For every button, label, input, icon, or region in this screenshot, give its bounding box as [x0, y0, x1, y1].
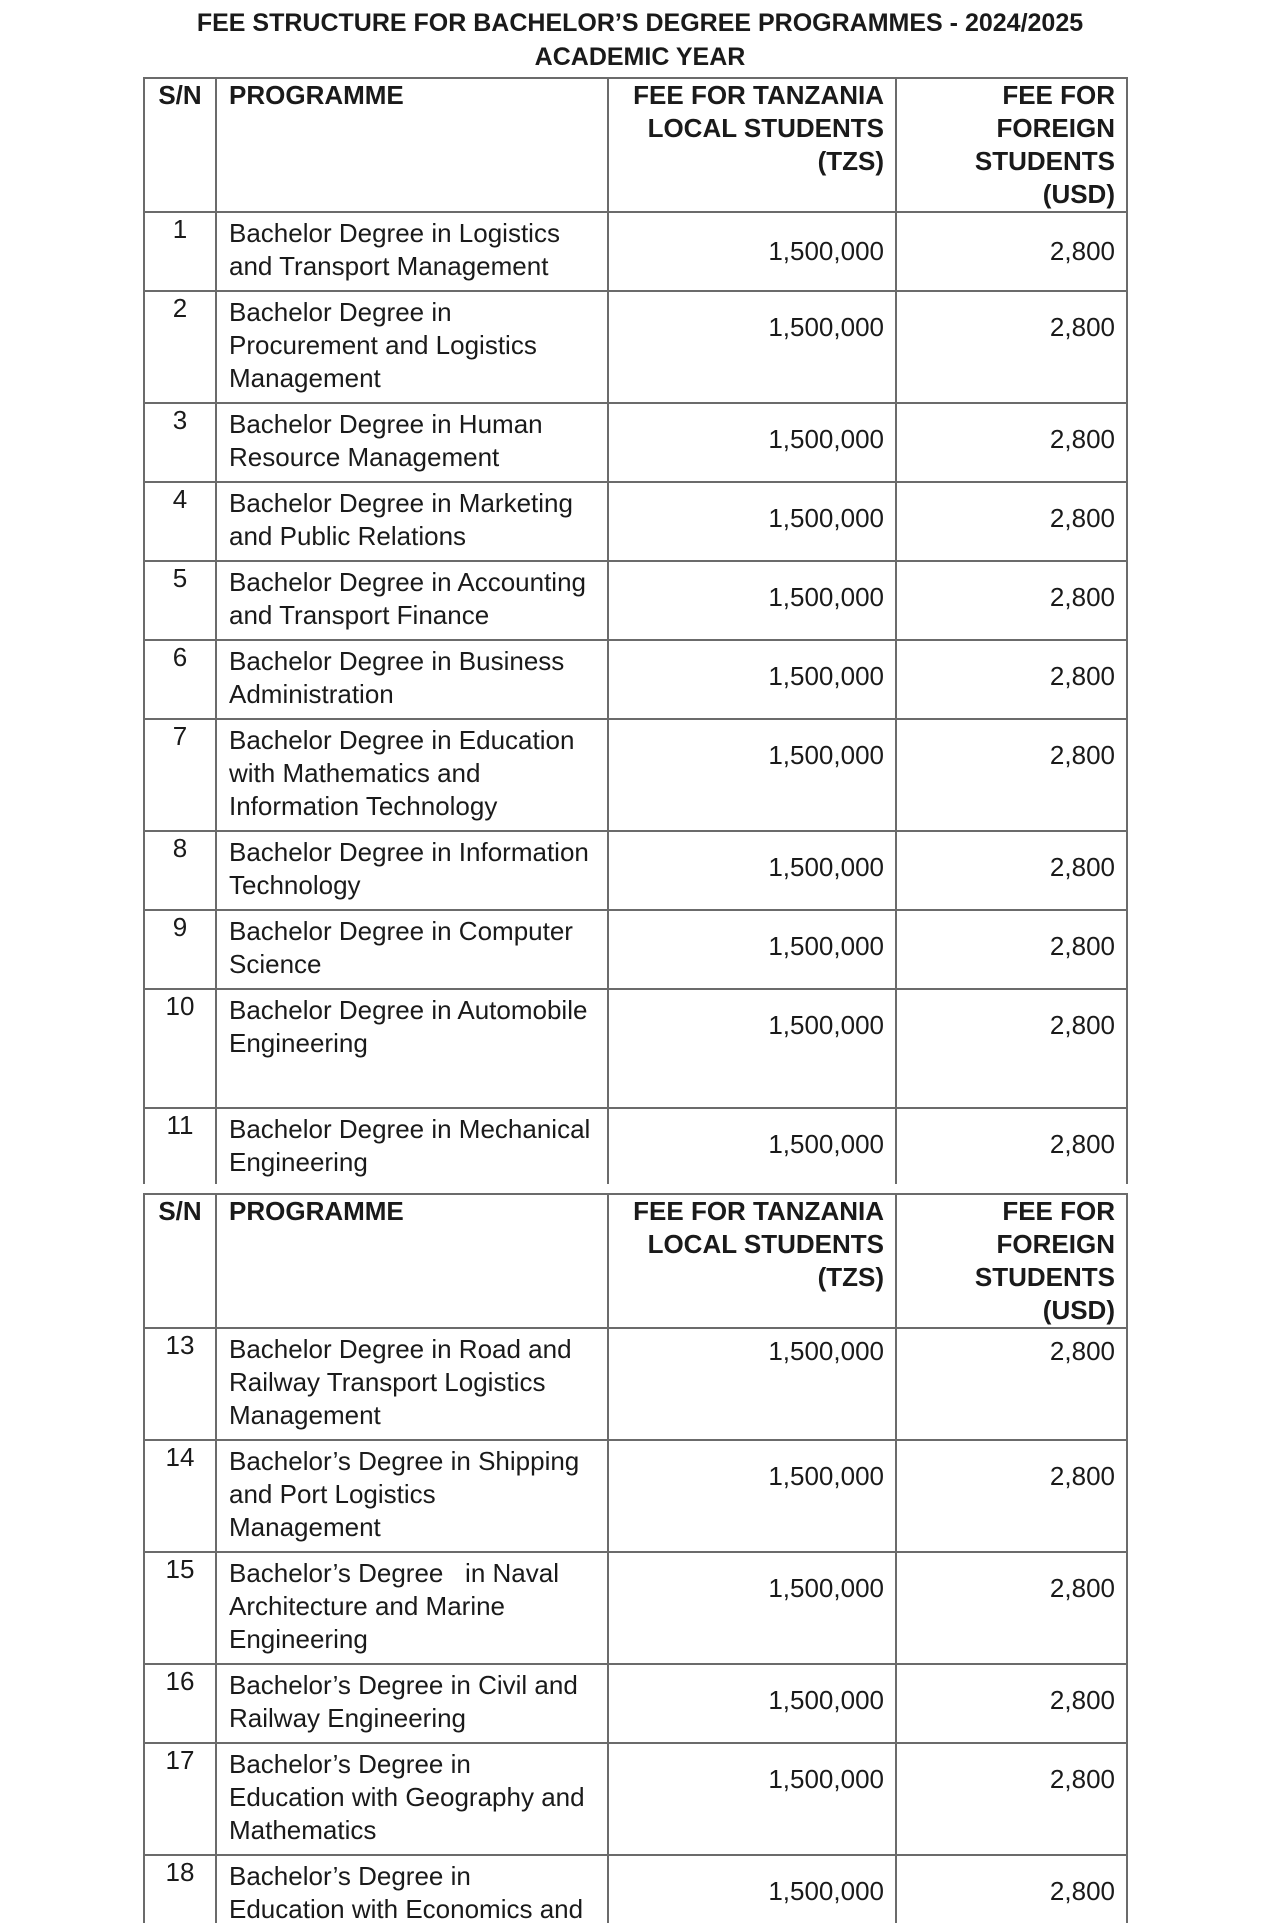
- header-local-fee: [608, 78, 896, 212]
- fee-table-part-1-body: [144, 212, 1127, 1184]
- row-local-fee: 1,500,000: [608, 1743, 896, 1855]
- row-sn: 5: [144, 561, 216, 640]
- table-row: [144, 640, 1127, 719]
- row-sn: 9: [144, 910, 216, 989]
- row-programme: Bachelor Degree in Marketing and Public Relations: [216, 482, 608, 561]
- header-foreign-fee-line-2: STUDENTS (USD): [974, 1262, 1115, 1325]
- table-row: [144, 831, 1127, 910]
- table-row: [144, 989, 1127, 1108]
- row-local-fee: 1,500,000: [608, 1855, 896, 1923]
- table-row: [144, 719, 1127, 831]
- table-row: [144, 1440, 1127, 1552]
- header-sn: S/N: [144, 78, 216, 212]
- row-programme: Bachelor Degree in Automobile Engineering: [216, 989, 608, 1108]
- row-sn: 1: [144, 212, 216, 291]
- row-sn: 4: [144, 482, 216, 561]
- row-local-fee: 1,500,000: [608, 212, 896, 291]
- row-programme: Bachelor Degree in Road and Railway Transport Logistics Management: [216, 1328, 608, 1440]
- table-row: [144, 561, 1127, 640]
- header-foreign-fee: [896, 78, 1127, 212]
- row-local-fee: 1,500,000: [608, 831, 896, 910]
- row-foreign-fee: 2,800: [896, 831, 1127, 910]
- row-foreign-fee: 2,800: [896, 291, 1127, 403]
- row-programme: Bachelor Degree in Education with Mathematics and Information Technology: [216, 719, 608, 831]
- row-foreign-fee: 2,800: [896, 1664, 1127, 1743]
- row-foreign-fee: 2,800: [896, 719, 1127, 831]
- table-row: [144, 1855, 1127, 1923]
- header-foreign-fee-line-1: FEE FOR FOREIGN: [996, 80, 1115, 143]
- fee-table-part-1-wrapper: [143, 77, 1128, 1184]
- header-local-fee: [608, 1194, 896, 1328]
- row-foreign-fee: 2,800: [896, 989, 1127, 1108]
- table-header-row: [144, 78, 1127, 212]
- row-foreign-fee: 2,800: [896, 910, 1127, 989]
- header-programme: PROGRAMME: [216, 1194, 608, 1328]
- row-foreign-fee: 2,800: [896, 640, 1127, 719]
- row-local-fee: 1,500,000: [608, 561, 896, 640]
- table-row: [144, 910, 1127, 989]
- row-sn: 17: [144, 1743, 216, 1855]
- row-programme: Bachelor Degree in Logistics and Transport Management: [216, 212, 608, 291]
- table-row: [144, 212, 1127, 291]
- row-foreign-fee: 2,800: [896, 1743, 1127, 1855]
- row-sn: 10: [144, 989, 216, 1108]
- row-local-fee: 1,500,000: [608, 989, 896, 1108]
- row-local-fee: 1,500,000: [608, 910, 896, 989]
- page-title-line-1: FEE STRUCTURE FOR BACHELOR’S DEGREE PROGRAMMES - 2024/2025: [196, 9, 1084, 37]
- row-programme: Bachelor Degree in Mechanical Engineering: [216, 1108, 608, 1184]
- row-sn: 2: [144, 291, 216, 403]
- table-row: [144, 403, 1127, 482]
- row-programme: Bachelor Degree in Human Resource Management: [216, 403, 608, 482]
- row-programme: Bachelor Degree in Procurement and Logistics Management: [216, 291, 608, 403]
- row-foreign-fee: 2,800: [896, 561, 1127, 640]
- row-foreign-fee: 2,800: [896, 1855, 1127, 1923]
- row-programme: Bachelor’s Degree in Naval Architecture and Marine Engineering: [216, 1552, 608, 1664]
- header-programme: PROGRAMME: [216, 78, 608, 212]
- row-local-fee: 1,500,000: [608, 719, 896, 831]
- row-sn: 16: [144, 1664, 216, 1743]
- row-programme: Bachelor Degree in Computer Science: [216, 910, 608, 989]
- row-foreign-fee: 2,800: [896, 212, 1127, 291]
- row-programme: Bachelor’s Degree in Education with Geography and Mathematics: [216, 1743, 608, 1855]
- row-sn: 13: [144, 1328, 216, 1440]
- row-sn: 14: [144, 1440, 216, 1552]
- row-programme: Bachelor Degree in Information Technology: [216, 831, 608, 910]
- row-local-fee: 1,500,000: [608, 1552, 896, 1664]
- row-sn: 8: [144, 831, 216, 910]
- row-sn: 6: [144, 640, 216, 719]
- fee-table-part-2: [143, 1193, 1128, 1923]
- row-local-fee: 1,500,000: [608, 1108, 896, 1184]
- header-foreign-fee-line-2: STUDENTS (USD): [974, 146, 1115, 209]
- table-row: [144, 482, 1127, 561]
- table-row: [144, 291, 1127, 403]
- page-title: [0, 6, 1280, 74]
- row-foreign-fee: 2,800: [896, 1440, 1127, 1552]
- row-foreign-fee: 2,800: [896, 1328, 1127, 1440]
- header-foreign-fee-line-1: FEE FOR FOREIGN: [996, 1196, 1115, 1259]
- row-programme: Bachelor Degree in Accounting and Transport Finance: [216, 561, 608, 640]
- row-foreign-fee: 2,800: [896, 403, 1127, 482]
- row-foreign-fee: 2,800: [896, 1552, 1127, 1664]
- row-sn: 7: [144, 719, 216, 831]
- row-programme: Bachelor’s Degree in Education with Economics and: [216, 1855, 608, 1923]
- fee-table-part-2-body: [144, 1328, 1127, 1923]
- header-local-fee-line-1: FEE FOR TANZANIA: [633, 80, 884, 110]
- table-row: [144, 1552, 1127, 1664]
- page-title-line-2: ACADEMIC YEAR: [534, 43, 746, 71]
- header-foreign-fee: [896, 1194, 1127, 1328]
- table-row: [144, 1328, 1127, 1440]
- header-local-fee-line-2: LOCAL STUDENTS (TZS): [647, 1229, 884, 1292]
- row-sn: 15: [144, 1552, 216, 1664]
- row-programme: Bachelor’s Degree in Shipping and Port Logistics Management: [216, 1440, 608, 1552]
- row-local-fee: 1,500,000: [608, 291, 896, 403]
- table-row: [144, 1108, 1127, 1184]
- table-header-row: [144, 1194, 1127, 1328]
- row-local-fee: 1,500,000: [608, 1328, 896, 1440]
- header-sn: S/N: [144, 1194, 216, 1328]
- row-foreign-fee: 2,800: [896, 1108, 1127, 1184]
- table-row: [144, 1664, 1127, 1743]
- fee-table-part-1: [143, 77, 1128, 1184]
- row-local-fee: 1,500,000: [608, 1440, 896, 1552]
- row-sn: 3: [144, 403, 216, 482]
- table-row: [144, 1743, 1127, 1855]
- row-local-fee: 1,500,000: [608, 640, 896, 719]
- row-foreign-fee: 2,800: [896, 482, 1127, 561]
- row-local-fee: 1,500,000: [608, 482, 896, 561]
- row-local-fee: 1,500,000: [608, 403, 896, 482]
- header-local-fee-line-1: FEE FOR TANZANIA: [633, 1196, 884, 1226]
- row-programme: Bachelor Degree in Business Administration: [216, 640, 608, 719]
- row-local-fee: 1,500,000: [608, 1664, 896, 1743]
- header-local-fee-line-2: LOCAL STUDENTS (TZS): [647, 113, 884, 176]
- row-sn: 18: [144, 1855, 216, 1923]
- row-sn: 11: [144, 1108, 216, 1184]
- row-programme: Bachelor’s Degree in Civil and Railway Engineering: [216, 1664, 608, 1743]
